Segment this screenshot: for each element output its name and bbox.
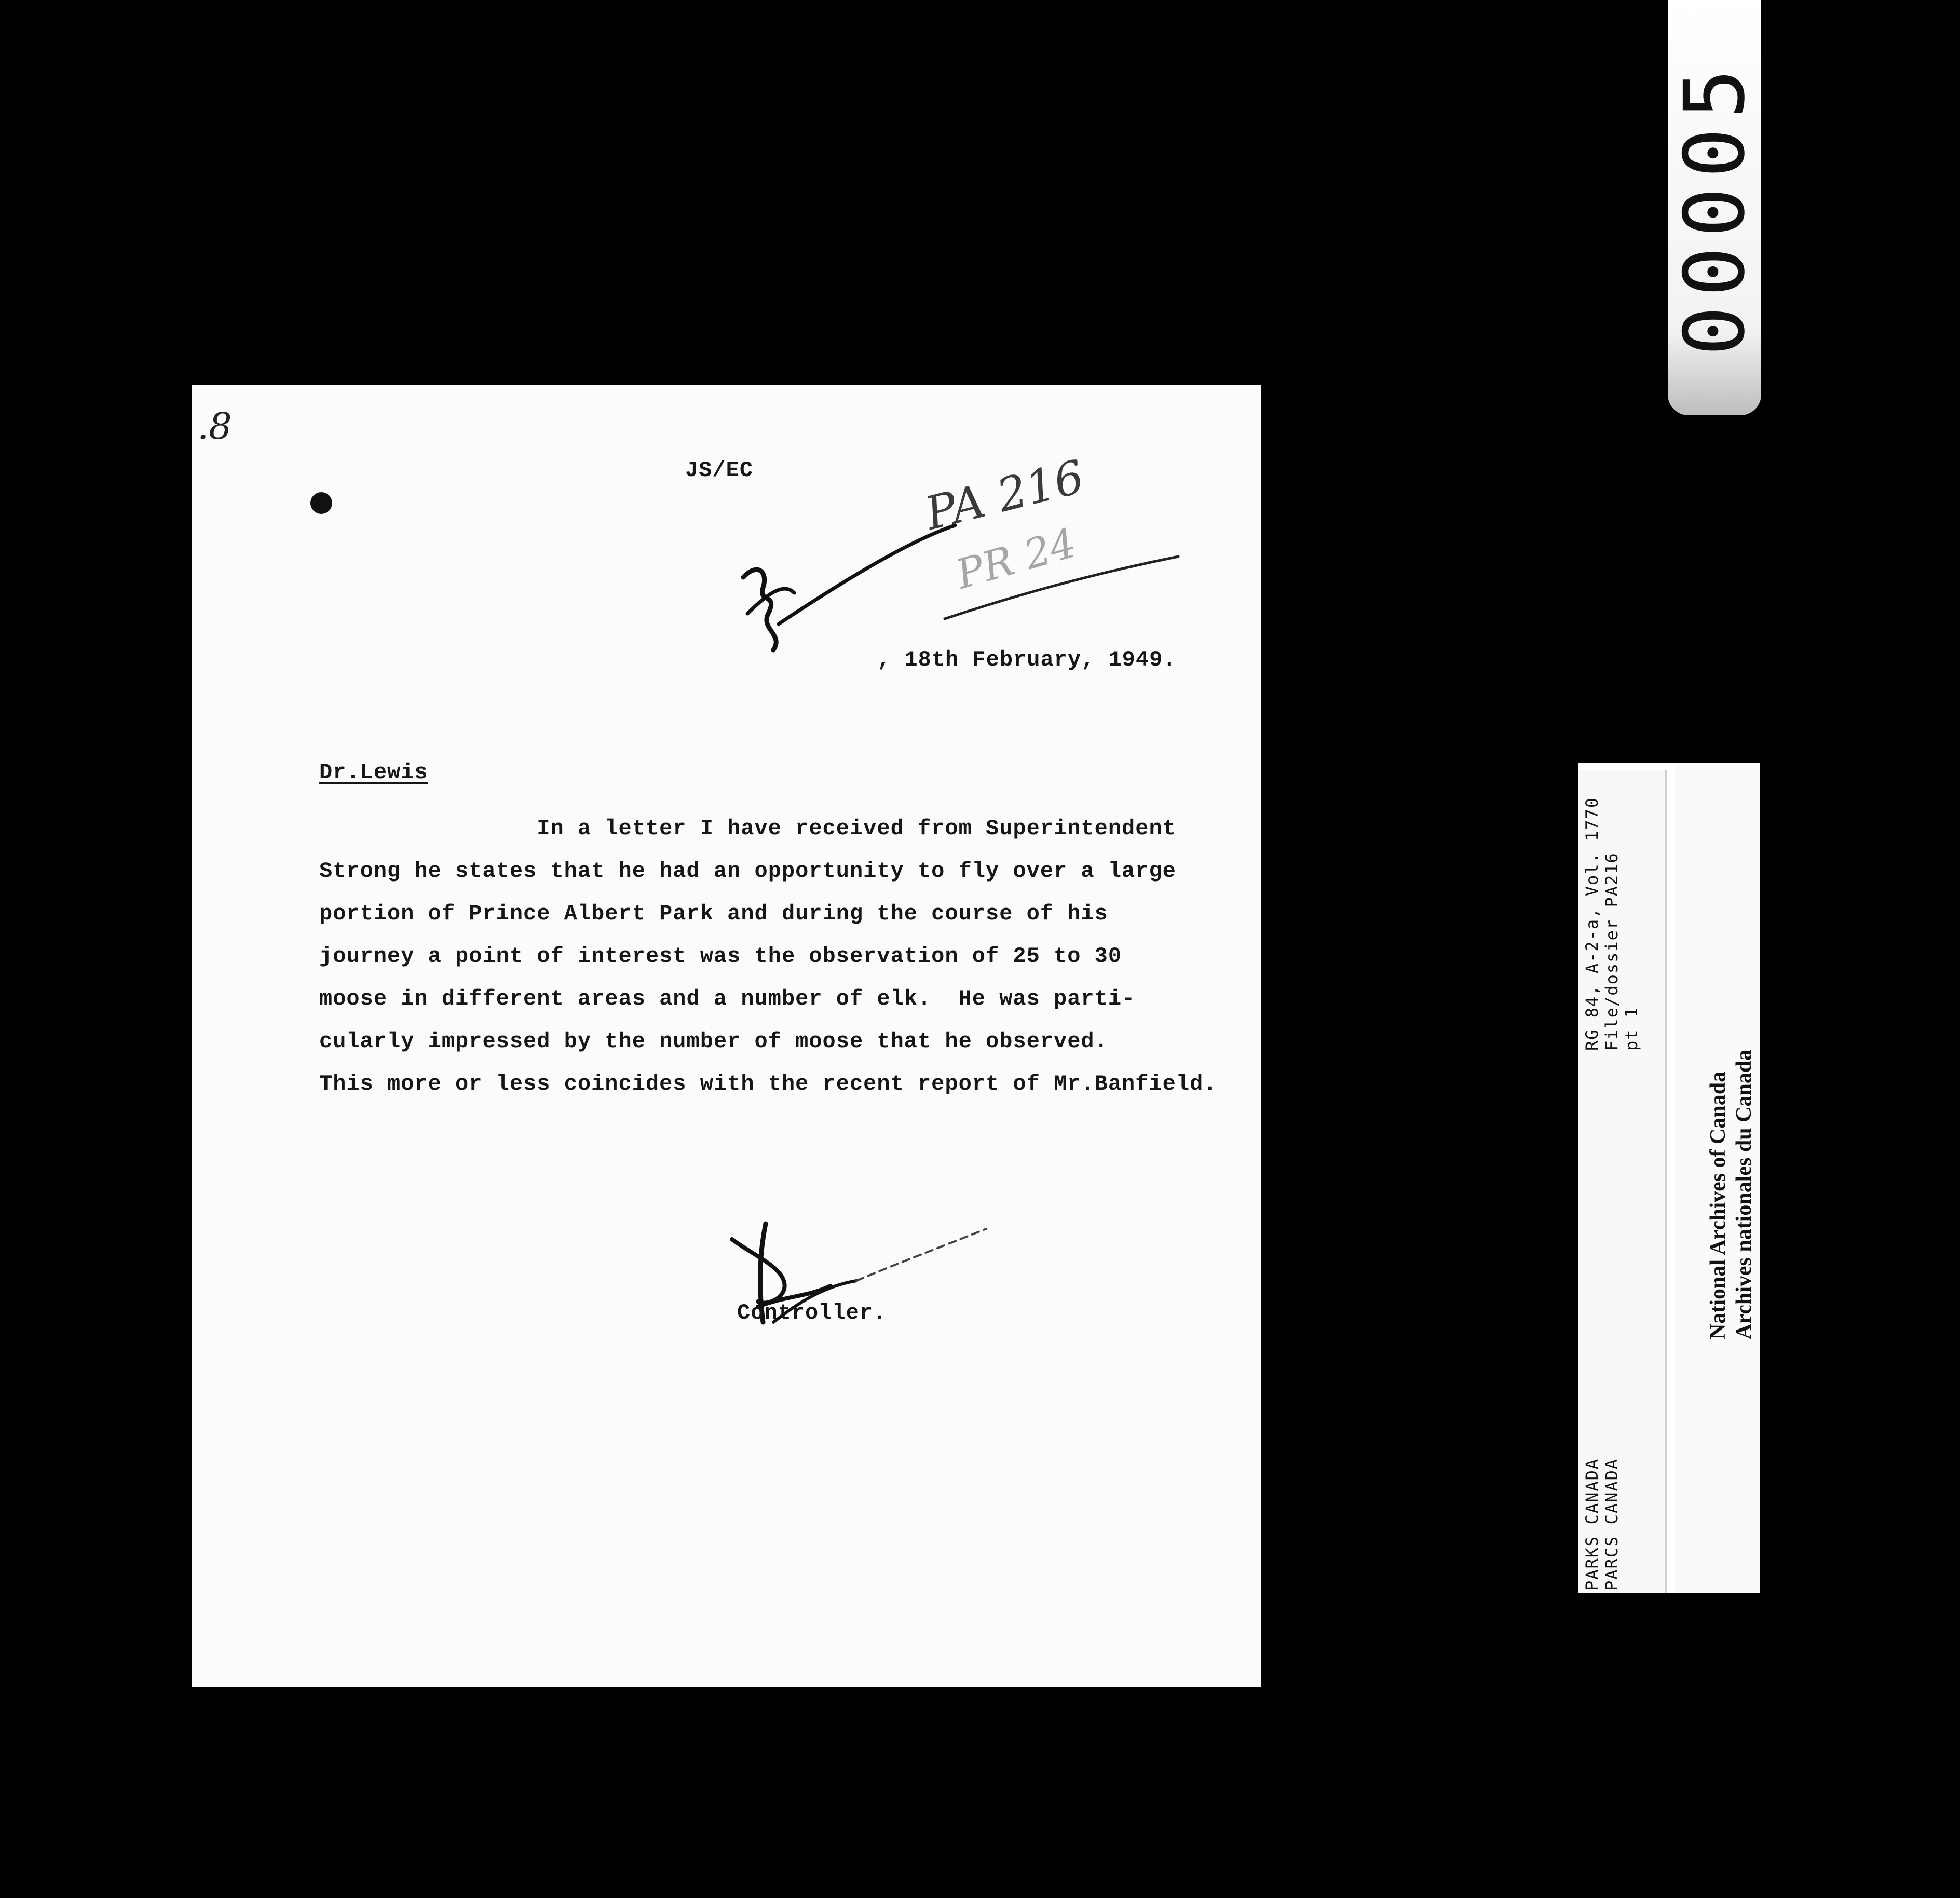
archive-reference-line: File/dossier PA216 bbox=[1602, 852, 1622, 1051]
corner-mark: .8 bbox=[197, 405, 232, 448]
handwritten-file-number: PA 216 bbox=[920, 449, 1090, 541]
signature-title: Controller. bbox=[737, 1300, 887, 1325]
body-line: cularly impressed by the number of moose that he observed. bbox=[319, 1029, 1108, 1054]
archive-label bbox=[1578, 763, 1760, 1593]
reference-initials: JS/EC bbox=[685, 458, 754, 483]
archive-label-name-panel bbox=[1675, 763, 1760, 1593]
letter-date: , 18th February, 1949. bbox=[877, 647, 1177, 672]
body-line: Strong he states that he had an opportunity to fly over a large bbox=[319, 859, 1176, 884]
organization-line: PARKS CANADA bbox=[1582, 1458, 1602, 1591]
body-line: In a letter I have received from Superintendent bbox=[319, 816, 1176, 841]
archives-name-en: National Archives of Canada bbox=[1706, 1071, 1730, 1339]
addressee: Dr.Lewis bbox=[319, 760, 428, 785]
handwritten-file-number-faint: PR 24 bbox=[951, 520, 1082, 599]
archive-label-reference-panel bbox=[1578, 770, 1667, 1593]
body-line: portion of Prince Albert Park and during the course of his bbox=[319, 901, 1108, 926]
archive-reference-line: RG 84, A-2-a, Vol. 1770 bbox=[1582, 796, 1602, 1051]
body-line: journey a point of interest was the observation of 25 to 30 bbox=[319, 944, 1122, 969]
ink-blot bbox=[310, 492, 332, 514]
archive-reference-line: pt 1 bbox=[1622, 1006, 1641, 1051]
letter-sheet bbox=[192, 385, 1261, 1687]
organization-line: PARCS CANADA bbox=[1602, 1458, 1622, 1591]
archives-name-fr: Archives nationales du Canada bbox=[1732, 1049, 1756, 1339]
body-line: moose in different areas and a number of elk. He was parti- bbox=[319, 986, 1136, 1011]
frame-number-label bbox=[1668, 0, 1761, 415]
body-line: This more or less coincides with the recent report of Mr.Banfield. bbox=[319, 1072, 1217, 1096]
frame-number: 00005 bbox=[1666, 59, 1763, 356]
